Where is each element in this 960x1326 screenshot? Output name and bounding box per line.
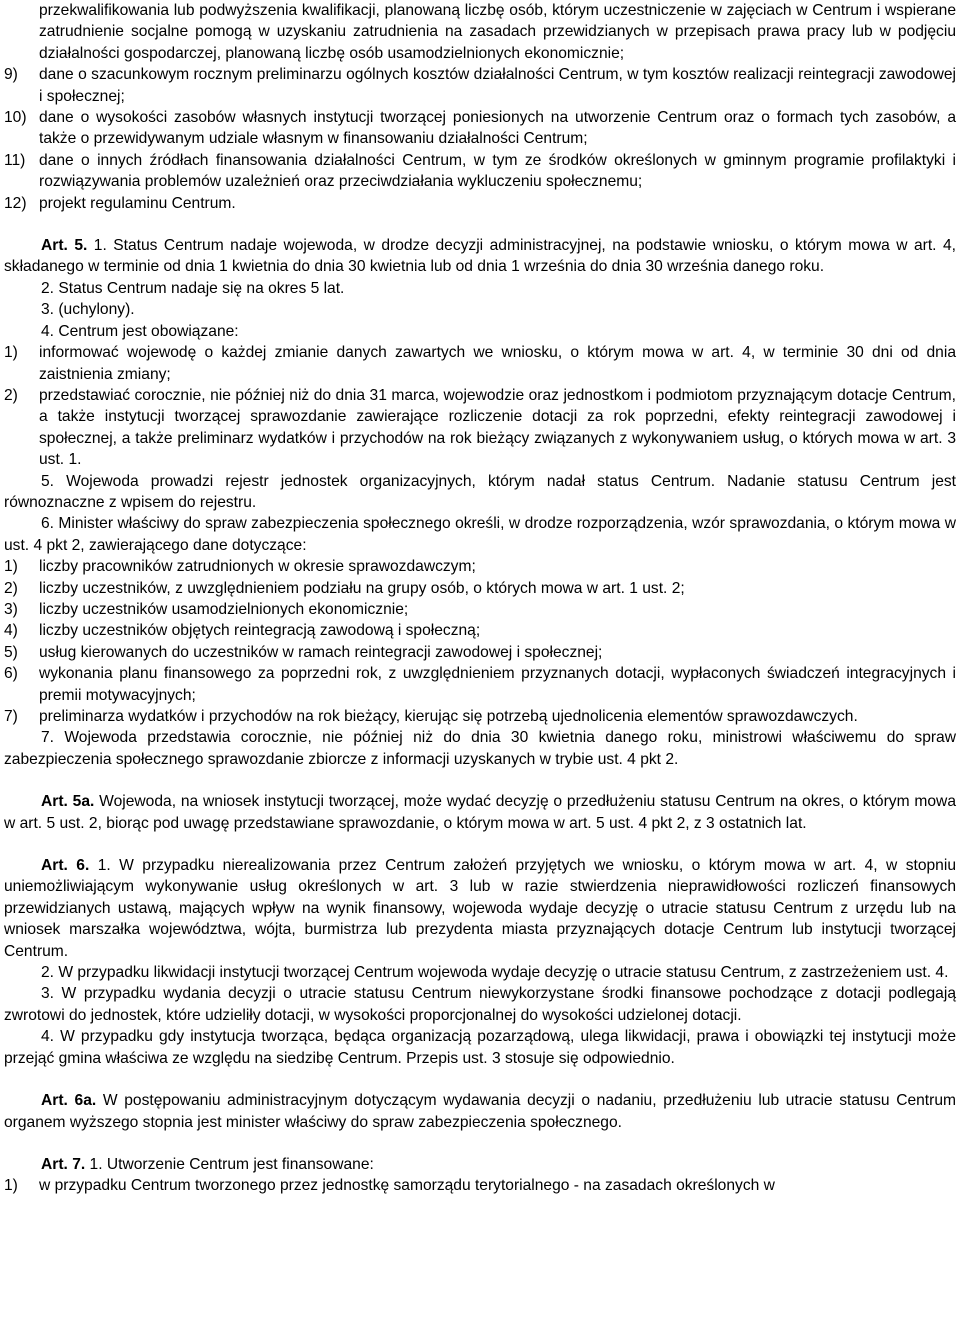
- paragraph-text: 7. Wojewoda przedstawia corocznie, nie później niż do dnia 30 kwietnia danego roku, ministrowi właściwemu do spraw zabezpieczenia społecznego sprawozdanie zbiorcze z informacji uzyskanych w trybie ust. 4 pkt 2.: [4, 729, 956, 768]
- article-label: Art. 5.: [41, 237, 88, 255]
- list-item-number: 3): [4, 600, 18, 618]
- paragraph: [4, 727, 956, 770]
- paragraph-text: 5. Wojewoda prowadzi rejestr jednostek organizacyjnych, którym nadał status Centrum. Nadanie statusu Centrum jest równoznaczne z wpisem do rejestru.: [4, 472, 956, 511]
- paragraph: [4, 278, 956, 299]
- article-paragraph: [4, 855, 956, 962]
- paragraph: [4, 321, 956, 342]
- list-item-text: liczby uczestników, z uwzględnieniem podziału na grupy osób, o których mowa w art. 1 ust. 2;: [39, 579, 685, 597]
- list-item: [4, 620, 956, 641]
- list-item-text: liczby pracowników zatrudnionych w okresie sprawozdawczym;: [39, 558, 476, 576]
- list-item-text: preliminarza wydatków i przychodów na rok bieżący, kierując się potrzebą ujednolicenia elementów sprawozdawczych.: [39, 708, 858, 725]
- list-item-text: informować wojewodę o każdej zmianie danych zawartych we wniosku, o którym mowa w art. 4, w terminie 30 dni od dnia zaistnienia zmiany;: [39, 344, 956, 383]
- list-item-text: dane o innych źródłach finansowania działalności Centrum, w tym ze środków określonych w gminnym programie profilaktyki i rozwiązywania problemów uzależnień oraz przeciwdziałania wykluczeniu społecznemu;: [39, 151, 956, 191]
- paragraph-text: 2. W przypadku likwidacji instytucji tworzącej Centrum wojewoda wydaje decyzję o utracie statusu Centrum, z zastrzeżeniem ust. 4.: [41, 964, 949, 982]
- article-paragraph: [4, 1090, 956, 1133]
- list-item-number: 1): [4, 1177, 18, 1195]
- list-item: [4, 556, 956, 577]
- paragraph-text: Wojewoda, na wniosek instytucji tworzącej, może wydać decyzję o przedłużeniu statusu Centrum na okres, o którym mowa w art. 5 ust. 2, biorąc pod uwagę przedstawiane sprawozdanie, o którym mowa w art. 5 ust. 4 pkt 2, z 3 ostatnich lat.: [4, 793, 956, 832]
- list-item: [4, 706, 956, 727]
- list-item: [4, 578, 956, 599]
- article-paragraph: [4, 235, 956, 278]
- list-item: [4, 107, 956, 150]
- paragraph-text: 2. Status Centrum nadaje się na okres 5 lat.: [41, 279, 345, 297]
- list-item-number: 10): [4, 109, 27, 127]
- list-item: [4, 0, 956, 64]
- paragraph-gap: [4, 214, 956, 235]
- paragraph-text: 1. Utworzenie Centrum jest finansowane:: [85, 1155, 374, 1173]
- paragraph-text: 3. (uchylony).: [41, 301, 135, 319]
- paragraph-text: 3. W przypadku wydania decyzji o utracie statusu Centrum niewykorzystane środki finansowe pochodzące z dotacji podlegają zwrotowi do jednostek, które udzieliły dotacji, w wysokości proporcjonalnej do wysokości udzielonej dotacji.: [4, 985, 956, 1024]
- list-item: [4, 342, 956, 385]
- paragraph-gap: [4, 1133, 956, 1154]
- paragraph: [4, 513, 956, 556]
- list-item-text: usług kierowanych do uczestników w ramach reintegracji zawodowej i społecznej;: [39, 643, 603, 661]
- list-item: [4, 150, 956, 193]
- paragraph: [4, 962, 956, 983]
- paragraph: [4, 1026, 956, 1069]
- list-item-number: 4): [4, 622, 18, 640]
- list-item-number: 9): [4, 66, 18, 84]
- paragraph-gap: [4, 770, 956, 791]
- list-item-number: 11): [4, 151, 26, 169]
- list-item-text: liczby uczestników usamodzielnionych ekonomicznie;: [39, 600, 409, 618]
- paragraph-text: 6. Minister właściwy do spraw zabezpieczenia społecznego określi, w drodze rozporządzenia, wzór sprawozdania, o którym mowa w ust. 4 pkt 2, zawierającego dane dotyczące:: [4, 515, 956, 554]
- list-item-number: 5): [4, 643, 18, 661]
- paragraph: [4, 299, 956, 320]
- list-item: [4, 64, 956, 107]
- list-item-text: przedstawiać corocznie, nie później niż do dnia 31 marca, wojewodzie oraz jednostkom i podmiotom przyznającym dotacje Centrum, a także instytucji tworzącej sprawozdanie zawierające rozliczenie dotacji za rok poprzedni, efekty reintegracji zawodowej i społecznej, a także preliminarz wydatków i przychodów na rok bieżący związanych z wykonywaniem usług, o których mowa w art. 3 ust. 1.: [39, 386, 956, 469]
- list-item: [4, 385, 956, 471]
- list-item: [4, 1175, 956, 1196]
- paragraph-text: 4. W przypadku gdy instytucja tworząca, będąca organizacją pozarządową, ulega likwidacji, prawa i obowiązki tej instytucji może przejąć gmina właściwa ze względu na siedzibę Centrum. Przepis ust. 3 stosuje się odpowiednio.: [4, 1028, 956, 1067]
- list-item-text: liczby uczestników objętych reintegracją zawodową i społeczną;: [39, 622, 481, 640]
- article-paragraph: [4, 791, 956, 834]
- paragraph-text: 4. Centrum jest obowiązane:: [41, 322, 239, 340]
- list-item-text: wykonania planu finansowego za poprzedni rok, z uwzględnieniem przyznanych dotacji, wypłaconych świadczeń integracyjnych i premii motywacyjnych;: [39, 665, 956, 704]
- list-item-text: dane o szacunkowym rocznym preliminarzu ogólnych kosztów działalności Centrum, w tym kosztów realizacji reintegracji zawodowej i społecznej;: [39, 66, 956, 105]
- list-item-number: 7): [4, 708, 18, 725]
- list-item-number: 1): [4, 558, 18, 576]
- list-item-text: przekwalifikowania lub podwyższenia kwalifikacji, planowaną liczbę osób, którym uczestniczenie w zajęciach w Centrum i wspierane zatrudnienie socjalne pomogą w uzyskaniu zatrudnienia na zasadach przewidzianych w przepisach prawa pracy lub w podjęciu działalności gospodarczej, planowaną liczbę osób usamodzielnionych ekonomicznie;: [39, 2, 956, 62]
- article-label: Art. 7.: [41, 1155, 86, 1173]
- list-item: [4, 642, 956, 663]
- list-item: [4, 599, 956, 620]
- list-item-text: w przypadku Centrum tworzonego przez jednostkę samorządu terytorialnego - na zasadach określonych w: [39, 1177, 775, 1195]
- article-label: Art. 5a.: [41, 793, 95, 811]
- list-item-number: 1): [4, 344, 18, 362]
- list-item-text: projekt regulaminu Centrum.: [39, 194, 236, 212]
- paragraph-gap: [4, 1069, 956, 1090]
- article-label: Art. 6a.: [41, 1092, 97, 1110]
- paragraph-text: W postępowaniu administracyjnym dotyczącym wydawania decyzji o nadaniu, przedłużeniu lub utracie statusu Centrum organem wyższego stopnia jest minister właściwy do spraw zabezpieczenia społecznego.: [4, 1092, 956, 1131]
- list-item-number: 6): [4, 665, 18, 683]
- list-item-number: 2): [4, 579, 18, 597]
- paragraph-text: 1. Status Centrum nadaje wojewoda, w drodze decyzji administracyjnej, na podstawie wniosku, o którym mowa w art. 4, składanego w terminie od dnia 1 kwietnia do dnia 30 kwietnia lub od dnia 1 września do dnia 30 września danego roku.: [4, 237, 956, 276]
- list-item-number: 2): [4, 386, 18, 404]
- list-item-number: 12): [4, 194, 27, 212]
- list-item-text: dane o wysokości zasobów własnych instytucji tworzącej poniesionych na utworzenie Centrum oraz o formach tych zasobów, a także o przewidywanym udziale własnym w finansowaniu działalności Centrum;: [39, 109, 956, 148]
- article-label: Art. 6.: [41, 857, 90, 875]
- list-item: [4, 193, 956, 214]
- paragraph-text: 1. W przypadku nierealizowania przez Centrum założeń przyjętych we wniosku, o którym mowa w art. 4, w stopniu uniemożliwiającym wykonywanie usług określonych w art. 3 lub w razie stwierdzenia nieprawidłowości rozliczeń finansowych przewidzianych ustawą, mających wpływ na wynik finansowy, wojewoda wydaje decyzję o utracie statusu Centrum z urzędu lub na wniosek marszałka województwa, wójta, burmistrza lub prezydenta miasta przyznających dotacje Centrum lub instytucji tworzącej Centrum.: [4, 857, 956, 960]
- paragraph: [4, 983, 956, 1026]
- article-paragraph: [4, 1154, 956, 1175]
- paragraph: [4, 471, 956, 514]
- list-item: [4, 663, 956, 706]
- paragraph-gap: [4, 834, 956, 855]
